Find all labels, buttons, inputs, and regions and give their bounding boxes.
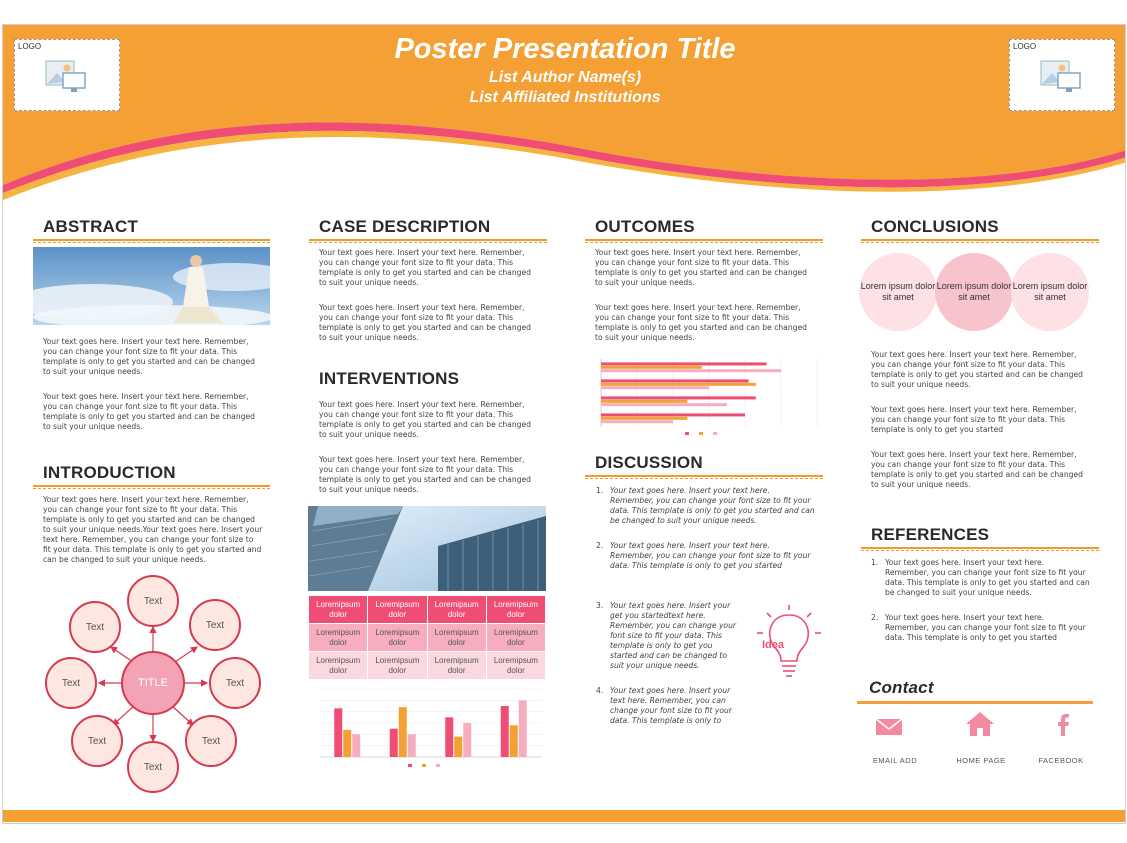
introduction-heading: INTRODUCTION: [43, 463, 176, 482]
item-text: Your text goes here. Insert your text here. Remember, you can change your font size to fit your data. This template is only to get you started and can be changed to suit your unique needs.: [885, 558, 1090, 597]
item-number: 2.: [596, 541, 604, 550]
outcomes-text-2: Your text goes here. Insert your text here. Remember, you can change your font size to fit your data. This template is only to get you started and can be changed to suit your unique needs.: [595, 303, 807, 342]
chart-bar: [390, 729, 398, 757]
table-cell: Loremipsum dolor: [428, 596, 486, 623]
reference-item-1: [871, 558, 1090, 598]
introduction-text: Your text goes here. Insert your text here. Remember, you can change your font size to fit your data. This template is only to get you started and can be changed to suit your unique needs.Your text goes here. Insert your text here. Remember, you can change your font size to fit your data. This template is only to get you started and can be changed to suit your unique needs.: [43, 495, 263, 564]
legend-swatch: [408, 764, 412, 767]
outcomes-text-1: Your text goes here. Insert your text here. Remember, you can change your font size to fit your data. This template is only to get you started and can be changed to suit your unique needs.: [595, 248, 807, 287]
reference-item-2: [871, 613, 1090, 643]
poster-title: Poster Presentation Title: [394, 33, 736, 65]
chart-bar: [408, 734, 416, 757]
chart-bar: [601, 417, 687, 420]
diagram-node: Text: [127, 575, 179, 627]
case-text-1: Your text goes here. Insert your text here. Remember, you can change your font size to fit your data. This template is only to get you started and can be changed to suit your unique needs.: [319, 248, 531, 287]
diagram-node: Text: [189, 599, 241, 651]
chart-bar: [601, 379, 749, 382]
poster-institutions: List Affiliated Institutions: [469, 89, 661, 106]
divider: [861, 239, 1099, 243]
discussion-item-1: [596, 486, 815, 526]
facebook-link[interactable]: FACEBOOK: [1038, 756, 1084, 765]
chart-bar: [601, 383, 756, 386]
item-text: Your text goes here. Insert your get you startedtext here. Remember, you can change your font size to fit your data. This template is only to get you started and can be changed to suit your unique needs.: [610, 601, 737, 670]
chart-bar: [445, 717, 453, 757]
divider: [33, 485, 270, 489]
chart-bar: [519, 700, 527, 757]
vertical-bar-chart: [308, 685, 546, 770]
chart-bar: [334, 708, 342, 757]
buildings-photo: [308, 506, 546, 591]
email-link[interactable]: EMAIL ADD: [872, 756, 918, 765]
chart-bar: [510, 725, 518, 757]
discussion-item-4: [596, 686, 742, 726]
chart-bar: [601, 396, 756, 399]
chart-bar: [601, 413, 745, 416]
homepage-link[interactable]: HOME PAGE: [956, 756, 1006, 765]
item-number: 3.: [596, 601, 604, 610]
item-text: Your text goes here. Insert your text here. Remember, you can change your font size to fit your data. This template is only to: [610, 686, 732, 725]
logo-left-label: LOGO: [18, 42, 42, 51]
item-text: Your text goes here. Insert your text here. Remember, you can change your font size to fit your data. This template is only to get you started: [610, 541, 811, 570]
footer-bar: [3, 810, 1126, 822]
conclusions-text-3: Your text goes here. Insert your text here. Remember, you can change your font size to fit your data. This template is only to get you started and can be changed to suit your unique needs.: [871, 450, 1083, 489]
conclusion-circle: Lorem ipsum dolor sit amet: [1011, 253, 1089, 331]
chart-bar: [399, 707, 407, 757]
poster: [2, 24, 1126, 824]
legend-swatch: [422, 764, 426, 767]
contact-heading: Contact: [869, 678, 934, 697]
diagram-node: Text: [127, 741, 179, 793]
chart-bar: [601, 420, 673, 423]
item-number: 1.: [871, 558, 879, 567]
abstract-photo: [33, 247, 270, 325]
idea-label: Idea: [762, 639, 785, 651]
facebook-icon[interactable]: [1055, 713, 1071, 737]
chart-bar: [601, 362, 767, 365]
chart-bar: [601, 386, 709, 389]
divider: [857, 701, 1093, 704]
chart-bar: [352, 734, 360, 757]
table-cell: Loremipsum dolor: [368, 596, 426, 623]
interventions-text-2: Your text goes here. Insert your text here. Remember, you can change your font size to fit your data. This template is only to get you started and can be changed to suit your unique needs.: [319, 455, 531, 494]
outcomes-heading: OUTCOMES: [595, 217, 695, 236]
diagram-node: Text: [71, 715, 123, 767]
diagram-node: Text: [209, 657, 261, 709]
diagram-center: TITLE: [121, 651, 185, 715]
abstract-heading: ABSTRACT: [43, 217, 139, 236]
chart-bar: [601, 403, 727, 406]
discussion-heading: DISCUSSION: [595, 453, 703, 472]
case-text-2: Your text goes here. Insert your text here. Remember, you can change your font size to fit your data. This template is only to get you started and can be changed to suit your unique needs.: [319, 303, 531, 342]
logo-right-label: LOGO: [1013, 42, 1037, 51]
discussion-item-3: [596, 601, 742, 671]
item-text: Your text goes here. Insert your text here. Remember, you can change your font size to fit your data. This template is only to get you started: [885, 613, 1086, 642]
divider: [309, 239, 547, 243]
divider: [585, 475, 823, 479]
table-cell: Loremipsum dolor: [309, 596, 367, 623]
case-description-heading: CASE DESCRIPTION: [319, 217, 491, 236]
legend-swatch: [436, 764, 440, 767]
horizontal-bar-chart: [585, 355, 823, 437]
conclusions-text-2: Your text goes here. Insert your text here. Remember, you can change your font size to fit your data. This template is only to get you started: [871, 405, 1077, 434]
chart-bar: [454, 737, 462, 757]
interventions-heading: INTERVENTIONS: [319, 369, 460, 388]
chart-bar: [501, 706, 509, 757]
divider: [585, 239, 823, 243]
divider: [33, 239, 270, 243]
diagram-node: Text: [69, 601, 121, 653]
conclusions-heading: CONCLUSIONS: [871, 217, 999, 236]
table-cell: Loremipsum dolor: [428, 624, 486, 651]
table-cell: Loremipsum dolor: [487, 624, 545, 651]
chart-bar: [463, 723, 471, 757]
chart-bar: [601, 369, 781, 372]
legend-swatch: [685, 432, 689, 435]
interventions-text-1: Your text goes here. Insert your text here. Remember, you can change your font size to fit your data. This template is only to get you started and can be changed to suit your unique needs.: [319, 400, 531, 439]
divider: [861, 547, 1099, 551]
conclusion-circle: Lorem ipsum dolor sit amet: [935, 253, 1013, 331]
chart-bar: [601, 366, 702, 369]
item-text: Your text goes here. Insert your text here. Remember, you can change your font size to fit your data. This template is only to get you started and can be changed to suit your unique needs.: [610, 486, 815, 525]
legend-swatch: [713, 432, 717, 435]
item-number: 1.: [596, 486, 604, 495]
abstract-text-1: Your text goes here. Insert your text here. Remember, you can change your font size to fit your data. This template is only to get you started and can be changed to suit your unique needs.: [43, 337, 255, 376]
poster-authors: List Author Name(s): [488, 69, 642, 86]
table-cell: Loremipsum dolor: [309, 652, 367, 679]
table-cell: Loremipsum dolor: [309, 624, 367, 651]
table-cell: Loremipsum dolor: [487, 652, 545, 679]
table-cell: Loremipsum dolor: [368, 652, 426, 679]
item-number: 4.: [596, 686, 604, 695]
chart-bar: [343, 730, 351, 757]
email-icon[interactable]: [875, 717, 903, 737]
table-cell: Loremipsum dolor: [487, 596, 545, 623]
conclusion-circle: Lorem ipsum dolor sit amet: [859, 253, 937, 331]
abstract-text-2: Your text goes here. Insert your text here. Remember, you can change your font size to fit your data. This template is only to get you started and can be changed to suit your unique needs.: [43, 392, 255, 431]
legend-swatch: [699, 432, 703, 435]
conclusions-text-1: Your text goes here. Insert your text here. Remember, you can change your font size to fit your data. This template is only to get you started and can be changed to suit your unique needs.: [871, 350, 1083, 389]
home-icon[interactable]: [965, 711, 995, 737]
data-table: [308, 595, 546, 680]
references-heading: REFERENCES: [871, 525, 990, 544]
diagram-node: Text: [185, 715, 237, 767]
table-cell: Loremipsum dolor: [428, 652, 486, 679]
diagram-node: Text: [45, 657, 97, 709]
discussion-item-2: [596, 541, 815, 571]
chart-bar: [601, 400, 687, 403]
table-cell: Loremipsum dolor: [368, 624, 426, 651]
item-number: 2.: [871, 613, 879, 622]
